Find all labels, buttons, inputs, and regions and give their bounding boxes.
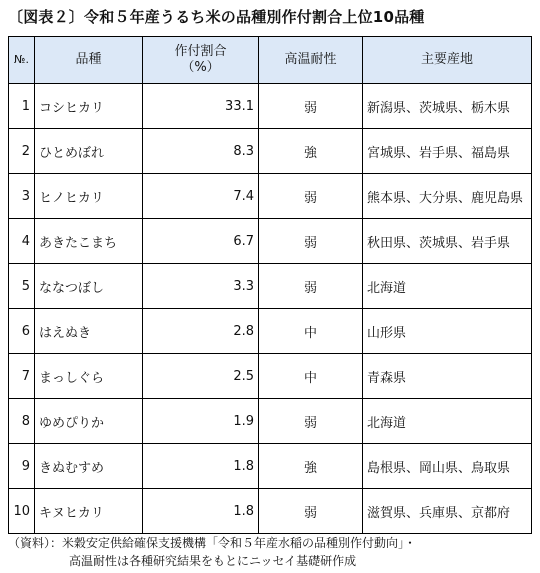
cell-variety: ななつぼし xyxy=(35,264,143,309)
cell-main-region: 山形県 xyxy=(363,309,532,354)
cell-share: 6.7 xyxy=(143,219,259,264)
cell-main-region: 北海道 xyxy=(363,264,532,309)
cell-main-region: 北海道 xyxy=(363,399,532,444)
table-row xyxy=(9,219,532,264)
table-row xyxy=(9,264,532,309)
table-row xyxy=(9,84,532,129)
table-row xyxy=(9,309,532,354)
cell-heat-tolerance: 弱 xyxy=(259,219,363,264)
header-share-line1: 作付割合 xyxy=(174,43,227,59)
cell-share: 33.1 xyxy=(143,84,259,129)
cell-share: 3.3 xyxy=(143,264,259,309)
cell-no: 5 xyxy=(9,264,35,309)
cell-heat-tolerance: 弱 xyxy=(259,489,363,534)
table-row xyxy=(9,399,532,444)
cell-main-region: 秋田県、茨城県、岩手県 xyxy=(363,219,532,264)
header-heat-tolerance: 高温耐性 xyxy=(259,37,363,84)
cell-no: 9 xyxy=(9,444,35,489)
cell-heat-tolerance: 弱 xyxy=(259,174,363,219)
header-share xyxy=(143,37,259,84)
cell-no: 4 xyxy=(9,219,35,264)
cell-main-region: 滋賀県、兵庫県、京都府 xyxy=(363,489,532,534)
table-row xyxy=(9,129,532,174)
cell-variety: まっしぐら xyxy=(35,354,143,399)
cell-no: 6 xyxy=(9,309,35,354)
cell-share: 1.9 xyxy=(143,399,259,444)
source-note-line2: 高温耐性は各種研究結果をもとにニッセイ基礎研作成 xyxy=(69,554,357,568)
table-header-row xyxy=(9,37,532,84)
cell-variety: ひとめぼれ xyxy=(35,129,143,174)
table-row xyxy=(9,174,532,219)
variety-table xyxy=(8,36,532,534)
cell-variety: はえぬき xyxy=(35,309,143,354)
cell-no: 2 xyxy=(9,129,35,174)
cell-heat-tolerance: 強 xyxy=(259,444,363,489)
cell-main-region: 新潟県、茨城県、栃木県 xyxy=(363,84,532,129)
cell-share: 1.8 xyxy=(143,489,259,534)
cell-heat-tolerance: 強 xyxy=(259,129,363,174)
source-note-line1: （資料）：米穀安定供給確保支援機構「令和５年産水稲の品種別作付動向」・ xyxy=(8,536,417,550)
header-main-region: 主要産地 xyxy=(363,37,532,84)
cell-share: 7.4 xyxy=(143,174,259,219)
cell-variety: きぬむすめ xyxy=(35,444,143,489)
cell-heat-tolerance: 弱 xyxy=(259,84,363,129)
source-note xyxy=(8,534,416,570)
cell-no: 7 xyxy=(9,354,35,399)
header-share-line2: （%） xyxy=(181,60,220,75)
cell-share: 1.8 xyxy=(143,444,259,489)
cell-main-region: 熊本県、大分県、鹿児島県 xyxy=(363,174,532,219)
cell-variety: ヒノヒカリ xyxy=(35,174,143,219)
cell-no: 1 xyxy=(9,84,35,129)
cell-no: 3 xyxy=(9,174,35,219)
cell-variety: コシヒカリ xyxy=(35,84,143,129)
cell-main-region: 宮城県、岩手県、福島県 xyxy=(363,129,532,174)
cell-variety: ゆめぴりか xyxy=(35,399,143,444)
cell-main-region: 島根県、岡山県、鳥取県 xyxy=(363,444,532,489)
figure-title: 〔図表２〕令和５年産うるち米の品種別作付割合上位10品種 xyxy=(8,8,425,26)
cell-variety: あきたこまち xyxy=(35,219,143,264)
cell-heat-tolerance: 中 xyxy=(259,309,363,354)
table-row xyxy=(9,489,532,534)
table-row xyxy=(9,354,532,399)
cell-no: 10 xyxy=(9,489,35,534)
cell-no: 8 xyxy=(9,399,35,444)
table-row xyxy=(9,444,532,489)
cell-heat-tolerance: 弱 xyxy=(259,264,363,309)
header-no: №. xyxy=(9,37,35,84)
cell-share: 8.3 xyxy=(143,129,259,174)
cell-heat-tolerance: 中 xyxy=(259,354,363,399)
cell-variety: キヌヒカリ xyxy=(35,489,143,534)
cell-main-region: 青森県 xyxy=(363,354,532,399)
header-variety: 品種 xyxy=(35,37,143,84)
cell-heat-tolerance: 弱 xyxy=(259,399,363,444)
cell-share: 2.8 xyxy=(143,309,259,354)
cell-share: 2.5 xyxy=(143,354,259,399)
